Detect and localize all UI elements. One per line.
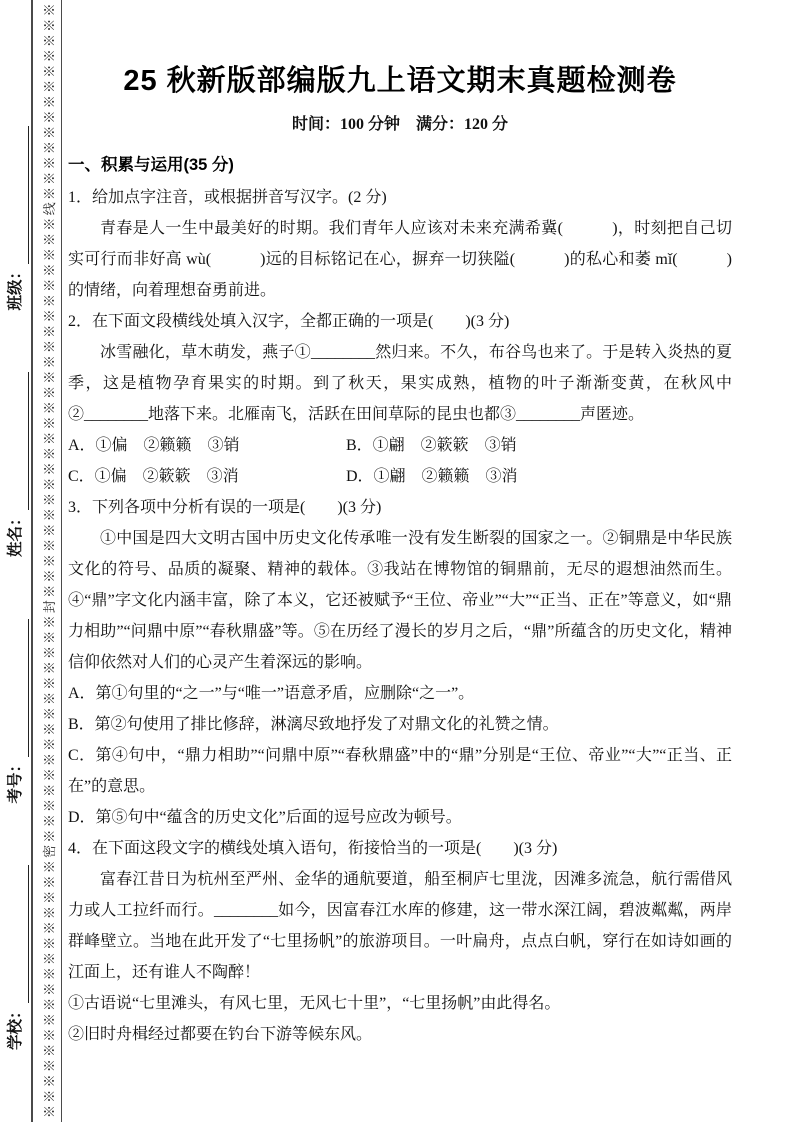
question-3-option-c: C．第④句中，“鼎力相助”“问鼎中原”“春秋鼎盛”中的“鼎”分别是“王位、帝业”“大”“正当、正在”的意思。 [68, 747, 732, 795]
question-2-option-row-1 [68, 430, 732, 461]
seal-rule-left [31, 0, 33, 1122]
question-1-stem: 1．给加点字注音，或根据拼音写汉字。(2 分) [68, 189, 387, 206]
question-2 [68, 306, 732, 492]
school-blank-line [12, 865, 29, 1003]
question-2-option-b: B．①翩 ②簌簌 ③销 [346, 437, 517, 454]
question-1 [68, 182, 732, 306]
question-4-numbered-line-1: ①古语说“七里滩头，有风七里，无风七十里”，“七里扬帆”由此得名。 [68, 995, 561, 1012]
question-4-numbered-line-2: ②旧时舟楫经过都要在钓台下游等候东风。 [68, 1026, 373, 1043]
exam-meta: 时间：100 分钟 满分：120 分 [291, 116, 508, 133]
question-3-option-d: D．第⑤句中“蕴含的历史文化”后面的逗号应改为顿号。 [68, 809, 462, 826]
name-field-label: 姓名： [7, 510, 24, 557]
question-3-stem: 3．下列各项中分析有误的一项是( )(3 分) [68, 499, 382, 516]
question-2-option-c: C．①偏 ②簌簌 ③消 [68, 468, 239, 485]
question-3 [68, 492, 732, 833]
exam-number-field [3, 619, 29, 804]
name-field [3, 372, 29, 557]
exam-content [68, 0, 732, 1050]
class-field [3, 126, 29, 311]
seal-rule-right [61, 0, 62, 1122]
question-1-passage: 青春是人一生中最美好的时期。我们青年人应该对未来充满希冀( )，时刻把自己切实可行而非好高 wù( )远的目标铭记在心，摒弃一切狭隘( )的私心和萎 mǐ( )的情绪，向着理想奋勇前进。 [68, 220, 732, 299]
class-blank-line [12, 126, 29, 264]
question-2-option-row-2 [68, 461, 732, 492]
question-3-option-b: B．第②句使用了排比修辞，淋漓尽致地抒发了对鼎文化的礼赞之情。 [68, 716, 559, 733]
school-field [3, 865, 29, 1050]
question-3-option-a: A．第①句里的“之一”与“唯一”语意矛盾，应删除“之一”。 [68, 685, 475, 702]
exam-number-blank-line [12, 619, 29, 757]
seal-line: ※※※※※※※※※※※※※※※※※密※※※※※※※※※※※※※※※封※※※※※※※※※※※※※※※※※※※※※※※※※线※※※※※※※※※※※※※ [42, 1, 57, 1118]
question-2-passage: 冰雪融化，草木萌发，燕子①________然归来。不久，布谷鸟也来了。于是转入炎热的夏季，这是植物孕育果实的时期。到了秋天，果实成熟，植物的叶子渐渐变黄，在秋风中②________地落下来。北雁南飞，活跃在田间草际的昆虫也都③________声匿迹。 [68, 344, 732, 423]
question-2-stem: 2．在下面文段横线处填入汉字，全都正确的一项是( )(3 分) [68, 313, 510, 330]
question-4-stem: 4．在下面这段文字的横线处填入语句，衔接恰当的一项是( )(3 分) [68, 840, 558, 857]
section-heading: 一、积累与运用(35 分) [68, 156, 234, 174]
question-2-option-d: D．①翩 ②籁籁 ③消 [346, 468, 518, 485]
class-field-label: 班级： [7, 263, 24, 311]
exam-title: 25 秋新版部编版九上语文期末真题检测卷 [123, 65, 677, 97]
question-3-passage: ①中国是四大文明古国中历史文化传承唯一没有发生断裂的国家之一。②铜鼎是中华民族文化的符号、品质的凝聚、精神的载体。③我站在博物馆的铜鼎前，无尽的遐想油然而生。④“鼎”字文化内涵丰富，除了本义，它还被赋予“王位、帝业”“大”“正当、正在”等意义，如“鼎力相助”“问鼎中原”“春秋鼎盛”等。⑤在历经了漫长的岁月之后，“鼎”所蕴含的历史文化，精神信仰依然对人们的心灵产生着深远的影响。 [68, 530, 732, 671]
question-4 [68, 833, 732, 1050]
exam-number-field-label: 考号： [7, 756, 24, 804]
question-4-passage: 富春江昔日为杭州至严州、金华的通航要道，船至桐庐七里泷，因滩多流急，航行需借风力或人工拉纤而行。________如今，因富春江水库的修建，这一带水深江阔，碧波粼粼，两岸群峰壁立。当地在此开发了“七里扬帆”的旅游项目。一叶扁舟，点点白帆，穿行在如诗如画的江面上，还有谁人不陶醉！ [68, 871, 732, 981]
student-info-fields [3, 0, 29, 1122]
question-2-option-a: A．①偏 ②籁籁 ③销 [68, 437, 240, 454]
school-field-label: 学校： [7, 1003, 24, 1050]
name-blank-line [12, 372, 29, 510]
